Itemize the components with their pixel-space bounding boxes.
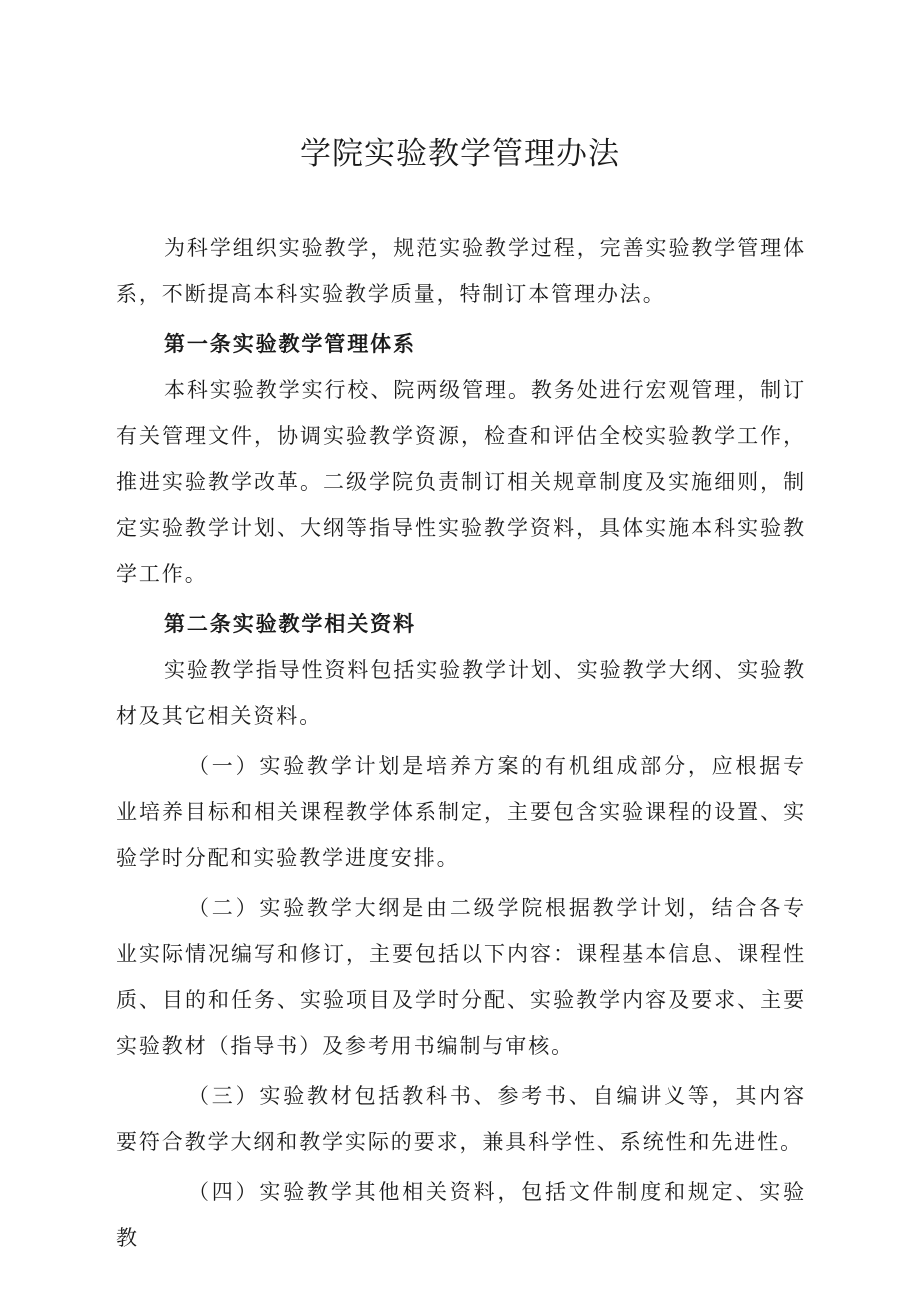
article-2-item-3: （三）实验教材包括教科书、参考书、自编讲义等，其内容要符合教学大纲和教学实际的要求，兼具科学性、系统性和先进性。	[116, 1084, 806, 1154]
document-title: 学院实验教学管理办法	[300, 136, 620, 172]
intro-paragraph: 为科学组织实验教学，规范实验教学过程，完善实验教学管理体系，不断提高本科实验教学质量，特制订本管理办法。	[116, 236, 806, 306]
document-body	[116, 225, 806, 1261]
article-2-item-1: （一）实验教学计划是培养方案的有机组成部分，应根据专业培养目标和相关课程教学体系制定，主要包含实验课程的设置、实验学时分配和实验教学进度安排。	[116, 754, 806, 870]
article-2-item-2: （二）实验教学大纲是由二级学院根据教学计划，结合各专业实际情况编写和修订，主要包括以下内容：课程基本信息、课程性质、目的和任务、实验项目及学时分配、实验教学内容及要求、主要实验教材（指导书）及参考用书编制与审核。	[116, 896, 806, 1058]
article-2-paragraph: 实验教学指导性资料包括实验教学计划、实验教学大纲、实验教材及其它相关资料。	[116, 658, 806, 728]
article-2-heading: 第二条实验教学相关资料	[164, 612, 416, 636]
article-2-item-4: （四）实验教学其他相关资料，包括文件制度和规定、实验教	[116, 1180, 806, 1250]
article-1-heading: 第一条实验教学管理体系	[164, 332, 416, 356]
article-1-paragraph: 本科实验教学实行校、院两级管理。教务处进行宏观管理，制订有关管理文件，协调实验教学资源，检查和评估全校实验教学工作，推进实验教学改革。二级学院负责制订相关规章制度及实施细则，制定实验教学计划、大纲等指导性实验教学资料，具体实施本科实验教学工作。	[116, 378, 806, 586]
